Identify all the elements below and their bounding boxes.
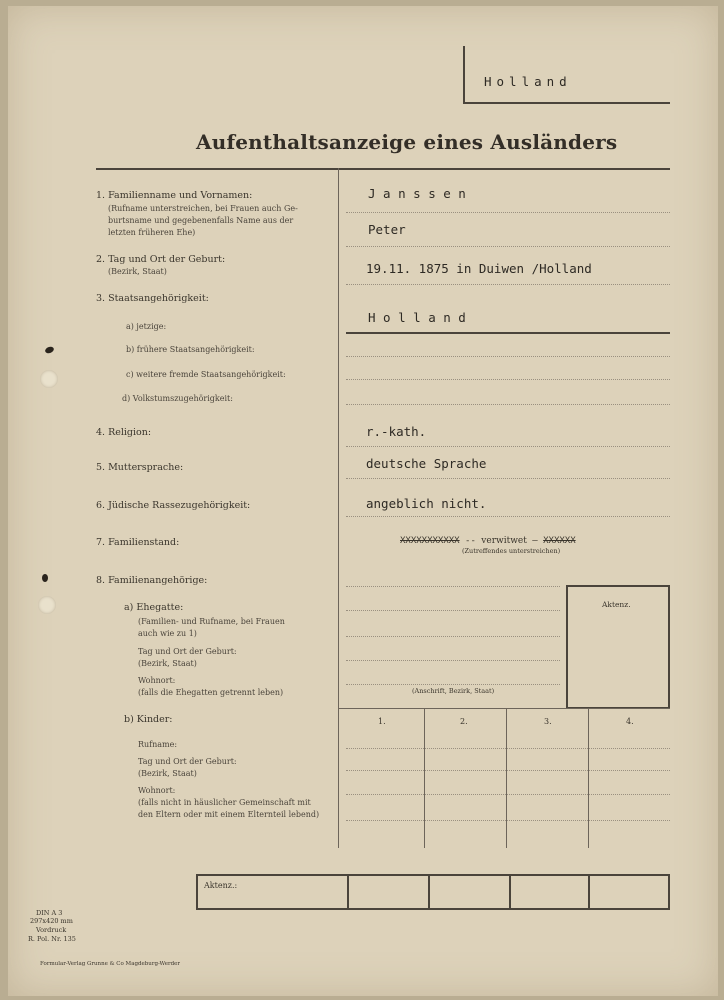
rule [347, 876, 349, 908]
label-language: 5. Muttersprache: [96, 462, 184, 473]
aktenz-row [196, 874, 670, 910]
rule [346, 684, 560, 685]
child-col-1: 1. [378, 717, 386, 726]
jewish-value: angeblich nicht. [366, 496, 487, 511]
label-spouse-s4: (Bezirk, Staat) [138, 659, 197, 668]
struck-status: XXXXXXXXXXX [400, 536, 460, 546]
label-children-s2: Tag und Ort der Geburt: [138, 757, 237, 766]
label-spouse-s1: (Familien- und Rufname, bei Frauen [138, 617, 285, 626]
column-divider [338, 168, 339, 848]
status-sep2: — [532, 536, 538, 546]
din-line-2: 297x420 mm [30, 917, 73, 925]
rule [346, 212, 670, 213]
label-children-s1: Rufname: [138, 740, 178, 749]
firstname-value: Peter [368, 222, 406, 237]
rule [509, 876, 511, 908]
label-nationality-c: c) weitere fremde Staatsangehörigkeit: [126, 370, 286, 379]
bottom-aktenz-label: Aktenz.: [204, 881, 238, 890]
rule [346, 586, 560, 587]
rule [346, 748, 670, 749]
rule [346, 356, 670, 357]
label-name-sub2: burtsname und gegebenenfalls Name aus der [108, 216, 294, 225]
label-spouse: a) Ehegatte: [124, 602, 184, 613]
child-col-3: 3. [544, 717, 552, 726]
label-children-s5: (falls nicht in häuslicher Gemeinschaft mit [138, 798, 311, 807]
rule [346, 770, 670, 771]
struck-status-2: XXXXXX [543, 536, 576, 546]
rule [346, 446, 670, 447]
rule [346, 478, 670, 479]
label-children-s4: Wohnort: [138, 786, 176, 795]
rule [346, 332, 670, 334]
din-line-4: R. Pol. Nr. 135 [28, 935, 76, 943]
surname-value: J a n s s e n [368, 186, 466, 201]
rule [346, 660, 560, 661]
rule [346, 794, 670, 795]
rule [346, 284, 670, 285]
label-spouse-s6: (falls die Ehegatten getrennt leben) [138, 688, 284, 697]
rule [346, 610, 560, 611]
rule [428, 876, 430, 908]
rule [346, 246, 670, 247]
label-children-s3: (Bezirk, Staat) [138, 769, 197, 778]
rule [346, 820, 670, 821]
country-box-left [463, 46, 465, 102]
label-name-sub3: letzten früheren Ehe) [108, 228, 196, 237]
rule [346, 636, 560, 637]
rule [346, 516, 670, 517]
birth-value: 19.11. 1875 in Duiwen /Holland [366, 261, 592, 276]
label-birth-sub: (Bezirk, Staat) [108, 267, 167, 276]
label-spouse-s2: auch wie zu 1) [138, 629, 197, 638]
form-title: Aufenthaltsanzeige eines Ausländers [196, 130, 618, 154]
country-value: Holland [484, 74, 572, 89]
label-religion: 4. Religion: [96, 427, 152, 438]
din-line-1: DIN A 3 [36, 909, 63, 917]
label-family: 8. Familienangehörige: [96, 575, 208, 586]
rule [346, 404, 670, 405]
label-spouse-s5: Wohnort: [138, 676, 176, 685]
label-jewish: 6. Jüdische Rassezugehörigkeit: [96, 500, 251, 511]
status-note: (Zutreffendes unterstreichen) [462, 547, 561, 555]
status-sep: -- [465, 536, 476, 546]
aktenz-box-label: Aktenz. [602, 600, 631, 609]
marital-status-line [400, 536, 576, 546]
label-marital: 7. Familienstand: [96, 537, 180, 548]
child-col-4: 4. [626, 717, 634, 726]
language-value: deutsche Sprache [366, 456, 487, 471]
label-children: b) Kinder: [124, 714, 173, 725]
ink-spot [42, 574, 48, 582]
label-birth: 2. Tag und Ort der Geburt: [96, 254, 226, 265]
label-nationality-a: a) jetzige: [126, 322, 167, 331]
label-name: 1. Familienname und Vornamen: [96, 190, 253, 201]
rule [346, 379, 670, 380]
religion-value: r.-kath. [366, 424, 427, 439]
din-line-3: Vordruck [36, 926, 67, 934]
label-spouse-s3: Tag und Ort der Geburt: [138, 647, 237, 656]
nationality-value: H o l l a n d [368, 310, 466, 325]
label-name-sub1: (Rufname unterstreichen, bei Frauen auch Ge- [108, 204, 298, 213]
rule [424, 708, 425, 848]
label-nationality: 3. Staatsangehörigkeit: [96, 293, 209, 304]
rule [338, 708, 670, 709]
punch-hole [40, 370, 58, 388]
label-nationality-b: b) frühere Staatsangehörigkeit: [126, 345, 255, 354]
rule [588, 876, 590, 908]
label-children-s6: den Eltern oder mit einem Elternteil lebend) [138, 810, 320, 819]
country-box-bottom [463, 102, 670, 104]
publisher: Formular-Verlag Grunne & Co Magdeburg-Werder [40, 961, 181, 967]
rule [588, 708, 589, 848]
punch-hole [38, 596, 56, 614]
address-note: (Anschrift, Bezirk, Staat) [412, 687, 495, 695]
label-nationality-d: d) Volkstumszugehörigkeit: [122, 394, 233, 403]
title-rule [96, 168, 670, 170]
rule [506, 708, 507, 848]
child-col-2: 2. [460, 717, 468, 726]
status-widowed: verwitwet [481, 536, 527, 546]
